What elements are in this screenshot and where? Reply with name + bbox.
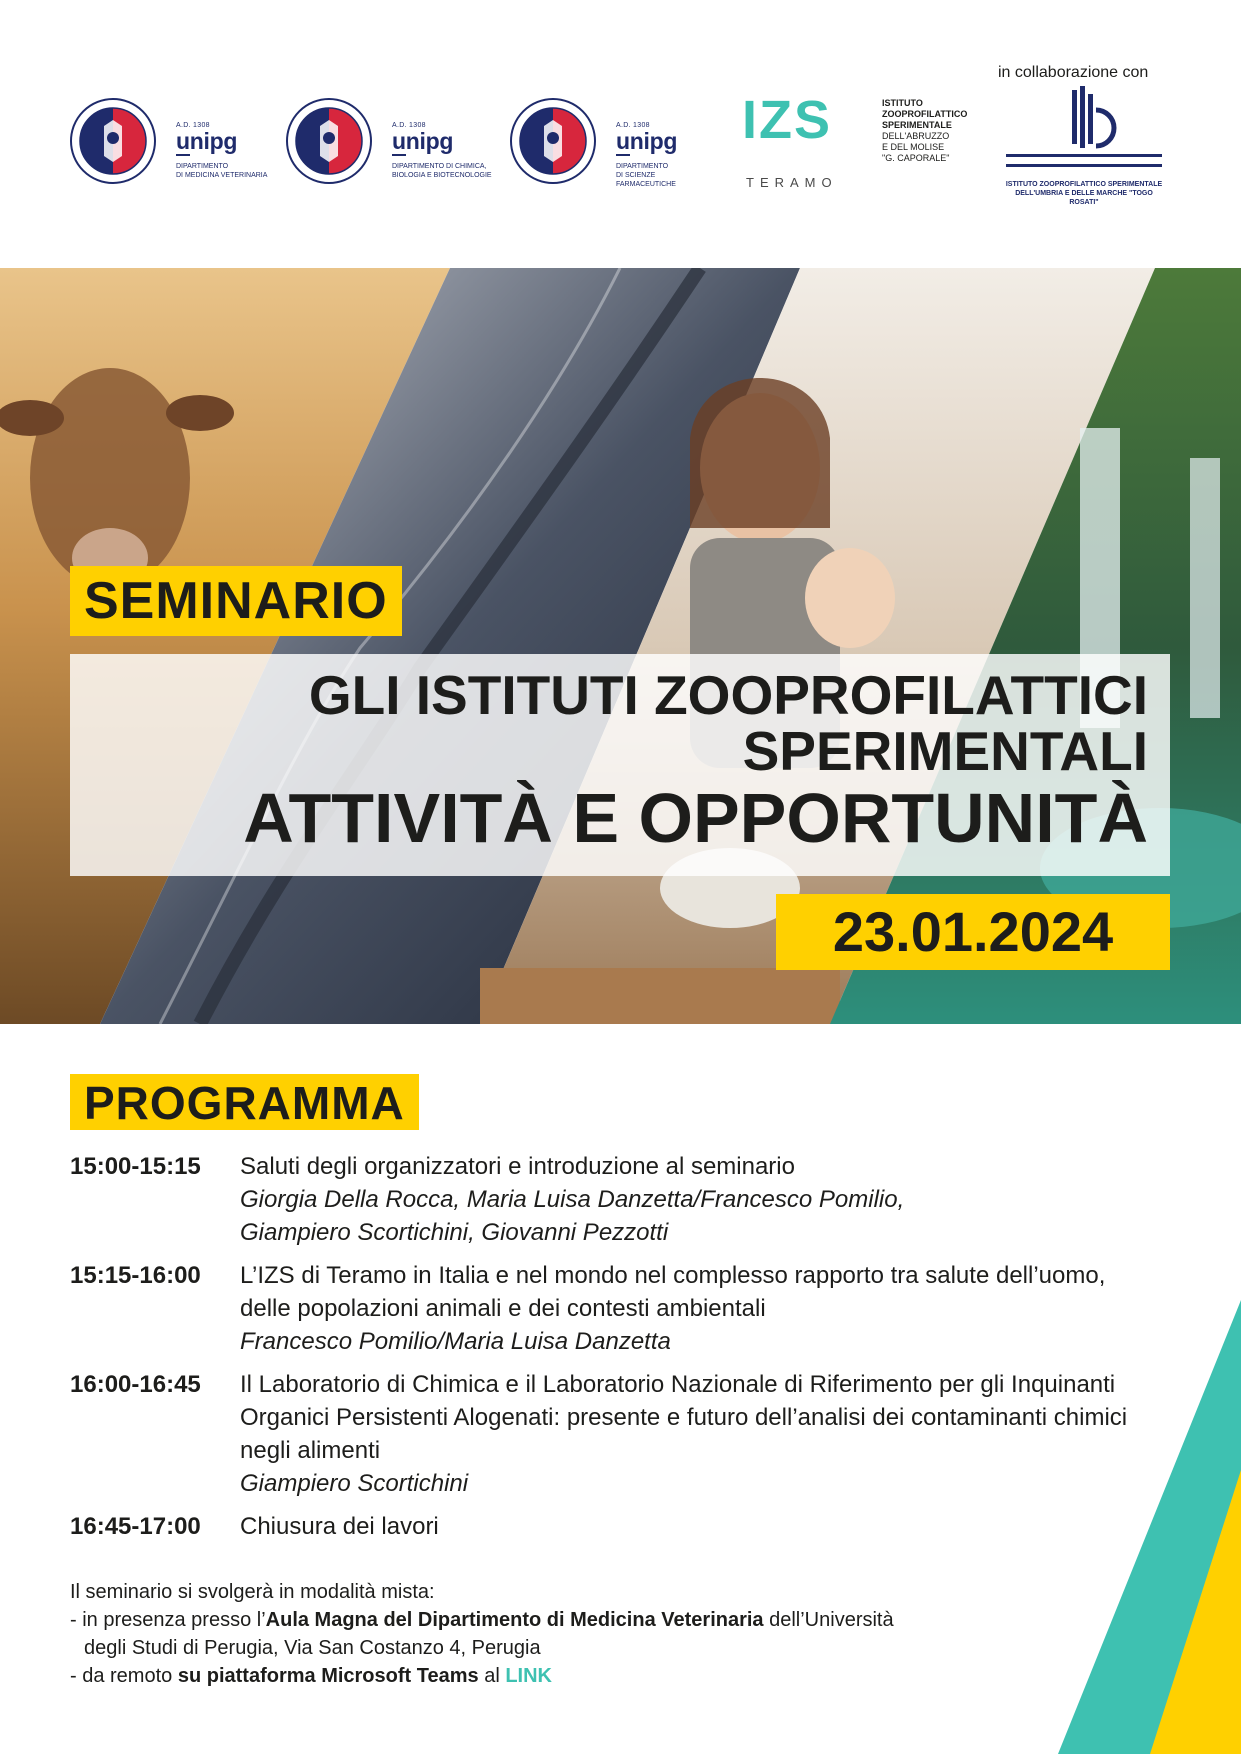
slot-description: L’IZS di Teramo in Italia e nel mondo nel complesso rapporto tra salute dell’uomo, delle popolazioni animali e dei contesti ambientali <box>240 1262 1106 1322</box>
unipg-dept-label: DIPARTIMENTO DI SCIENZE FARMACEUTICHE <box>616 163 676 188</box>
unipg-ad-label: A.D. 1308 <box>616 122 650 129</box>
unipg-underline <box>176 154 190 156</box>
slot-body <box>240 1510 1130 1543</box>
izs-umbria-logo-icon <box>1004 86 1164 178</box>
slot-time: 16:45-17:00 <box>70 1513 201 1540</box>
izs-umbria-logo <box>1004 86 1164 206</box>
header-logos <box>0 0 1241 250</box>
unipg-seal-icon <box>510 98 596 184</box>
seminario-tag: SEMINARIO <box>70 566 402 636</box>
unipg-dept-label: DIPARTIMENTO DI CHIMICA, BIOLOGIA E BIOTECNOLOGIE <box>392 163 492 179</box>
mode-intro: Il seminario si svolgerà in modalità mista: <box>70 1581 435 1603</box>
slot-body <box>240 1259 1130 1358</box>
slot-time: 15:00-15:15 <box>70 1153 201 1180</box>
mode-remote: - da remoto su piattaforma Microsoft Teams al LINK <box>70 1665 552 1687</box>
title-line-2: SPERIMENTALI <box>742 720 1148 782</box>
corner-decoration <box>1040 1300 1241 1754</box>
program-list <box>70 1150 1130 1553</box>
slot-speakers: Giorgia Della Rocca, Maria Luisa Danzetta/Francesco Pomilio, Giampiero Scortichini, Giovanni Pezzotti <box>240 1186 905 1246</box>
teams-link[interactable]: LINK <box>505 1665 552 1687</box>
unipg-seal-icon <box>286 98 372 184</box>
unipg-underline <box>392 154 406 156</box>
unipg-underline <box>616 154 630 156</box>
slot-time: 16:00-16:45 <box>70 1371 201 1398</box>
slot-description: Il Laboratorio di Chimica e il Laboratorio Nazionale di Riferimento per gli Inquinanti Organici Persistenti Alogenati: presente e futuro dell’analisi dei contaminanti chimici negli alimenti <box>240 1371 1128 1464</box>
slot-body <box>240 1368 1130 1500</box>
slot-speakers: Giampiero Scortichini <box>240 1470 469 1497</box>
title-line-1: GLI ISTITUTI ZOOPROFILATTICI <box>308 664 1148 726</box>
platform-name: su piattaforma Microsoft Teams <box>177 1665 479 1687</box>
unipg-wordmark: unipg <box>176 128 238 154</box>
title-box <box>70 654 1170 876</box>
unipg-ad-label: A.D. 1308 <box>176 122 210 129</box>
venue-name: Aula Magna del Dipartimento di Medicina Veterinaria <box>265 1609 764 1631</box>
program-slot <box>70 1150 1130 1249</box>
programma-heading: PROGRAMMA <box>70 1074 419 1130</box>
program-slot <box>70 1368 1130 1500</box>
venue-address: degli Studi di Perugia, Via San Costanzo 4, Perugia <box>84 1637 541 1659</box>
hero-banner <box>0 268 1241 1024</box>
unipg-seal-icon <box>70 98 156 184</box>
unipg-ad-label: A.D. 1308 <box>392 122 426 129</box>
event-date: 23.01.2024 <box>776 894 1170 970</box>
title-line-3: ATTIVITÀ E OPPORTUNITÀ <box>243 779 1148 857</box>
unipg-wordmark: unipg <box>616 128 678 154</box>
slot-speakers: Francesco Pomilio/Maria Luisa Danzetta <box>240 1328 671 1355</box>
collaboration-label: in collaborazione con <box>998 64 1149 81</box>
izs-wordmark: IZS <box>742 90 833 150</box>
program-slot <box>70 1510 1130 1543</box>
slot-description: Chiusura dei lavori <box>240 1513 439 1540</box>
program-slot <box>70 1259 1130 1358</box>
izs-teramo-description: ISTITUTO ZOOPROFILATTICO SPERIMENTALE DELL'ABRUZZO E DEL MOLISE "G. CAPORALE" <box>882 98 968 163</box>
mode-in-person: - in presenza presso l’Aula Magna del Dipartimento di Medicina Veterinaria dell’Università <box>70 1609 894 1631</box>
event-mode-note <box>70 1578 1030 1690</box>
izs-city-label: TERAMO <box>746 175 838 190</box>
slot-time: 15:15-16:00 <box>70 1262 201 1289</box>
unipg-wordmark: unipg <box>392 128 454 154</box>
unipg-dept-label: DIPARTIMENTO DI MEDICINA VETERINARIA <box>176 163 268 179</box>
slot-body <box>240 1150 1130 1249</box>
slot-description: Saluti degli organizzatori e introduzione al seminario <box>240 1153 795 1180</box>
izs-umbria-caption: ISTITUTO ZOOPROFILATTICO SPERIMENTALE DELL'UMBRIA E DELLE MARCHE "TOGO ROSATI" <box>1005 181 1163 206</box>
izs-teramo-logo <box>742 90 982 190</box>
